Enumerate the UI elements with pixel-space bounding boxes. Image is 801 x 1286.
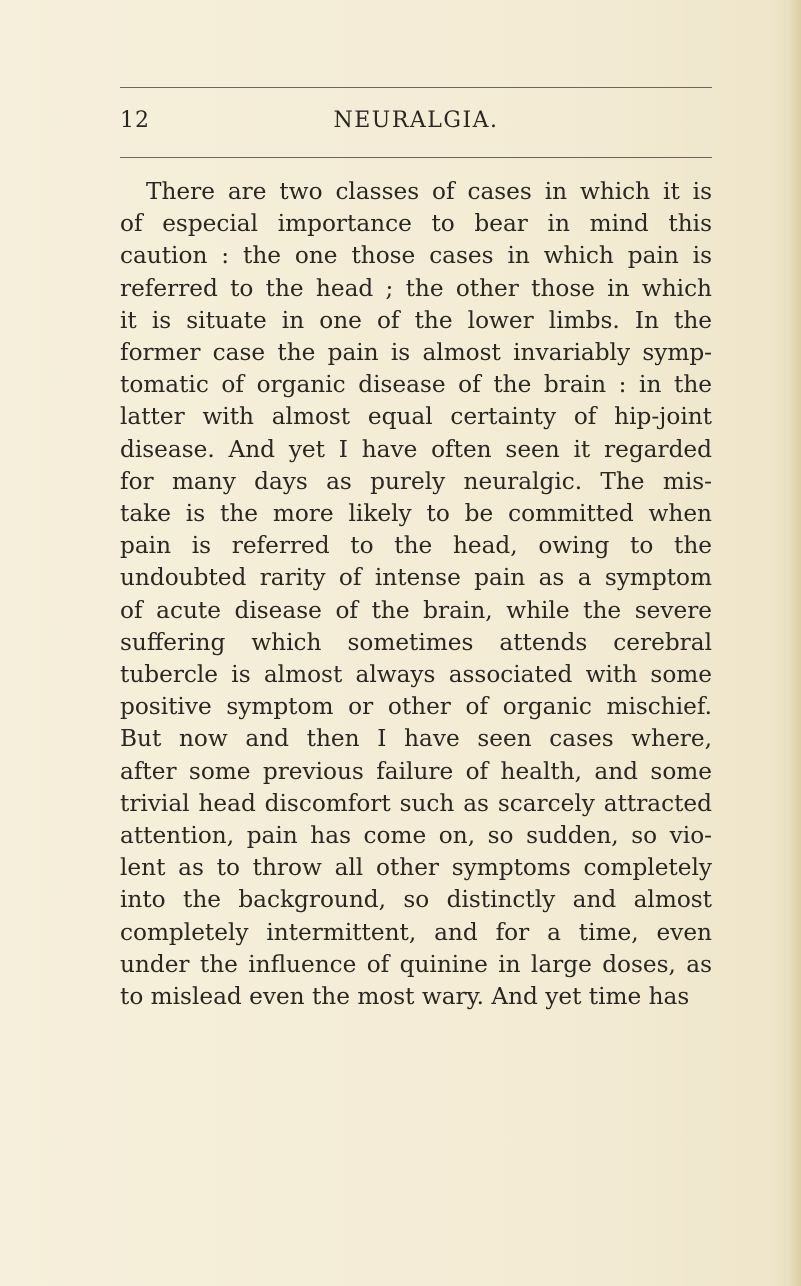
text-line: attention, pain has come on, so sudden, so vio- xyxy=(120,822,712,850)
text-line: There are two classes of cases in which it is xyxy=(146,178,712,205)
text-line: tomatic of organic disease of the brain : in the xyxy=(120,371,712,399)
text-line: referred to the head ; the other those in which xyxy=(120,274,712,302)
text-line: it is situate in one of the lower limbs. In the xyxy=(120,306,712,334)
text-line: caution : the one those cases in which pain is xyxy=(120,242,712,270)
text-line: to mislead even the most wary. And yet time has xyxy=(120,983,690,1011)
text-line: positive symptom or other of organic mischief. xyxy=(120,693,712,721)
text-line: under the influence of quinine in large doses, as xyxy=(120,950,712,978)
page-edge-shadow xyxy=(789,0,801,1286)
body-paragraph xyxy=(120,176,712,1013)
text-line: undoubted rarity of intense pain as a symptom xyxy=(120,564,712,592)
text-line: of especial importance to bear in mind this xyxy=(120,210,712,238)
text-line: lent as to throw all other symptoms completely xyxy=(120,854,712,882)
text-line: disease. And yet I have often seen it regarded xyxy=(120,435,712,463)
text-line: But now and then I have seen cases where, xyxy=(120,725,712,753)
text-line: completely intermittent, and for a time, even xyxy=(120,918,712,946)
text-line: for many days as purely neuralgic. The mis- xyxy=(120,467,712,495)
text-line: tubercle is almost always associated with some xyxy=(120,661,712,689)
text-line: after some previous failure of health, and some xyxy=(120,757,712,785)
text-line: into the background, so distinctly and almost xyxy=(120,886,712,914)
text-line: former case the pain is almost invariably symp- xyxy=(120,339,712,367)
running-header xyxy=(120,108,712,140)
running-title: NEURALGIA. xyxy=(333,108,499,133)
text-line: of acute disease of the brain, while the severe xyxy=(120,596,712,624)
header-rule-top xyxy=(120,87,712,88)
page-number: 12 xyxy=(120,108,150,133)
text-line: latter with almost equal certainty of hip-joint xyxy=(120,403,712,431)
text-line: pain is referred to the head, owing to the xyxy=(120,532,712,560)
text-line: take is the more likely to be committed when xyxy=(120,500,712,528)
text-line: suffering which sometimes attends cerebral xyxy=(120,628,712,656)
text-line: trivial head discomfort such as scarcely attracted xyxy=(120,789,712,817)
header-rule-bottom xyxy=(120,157,712,158)
